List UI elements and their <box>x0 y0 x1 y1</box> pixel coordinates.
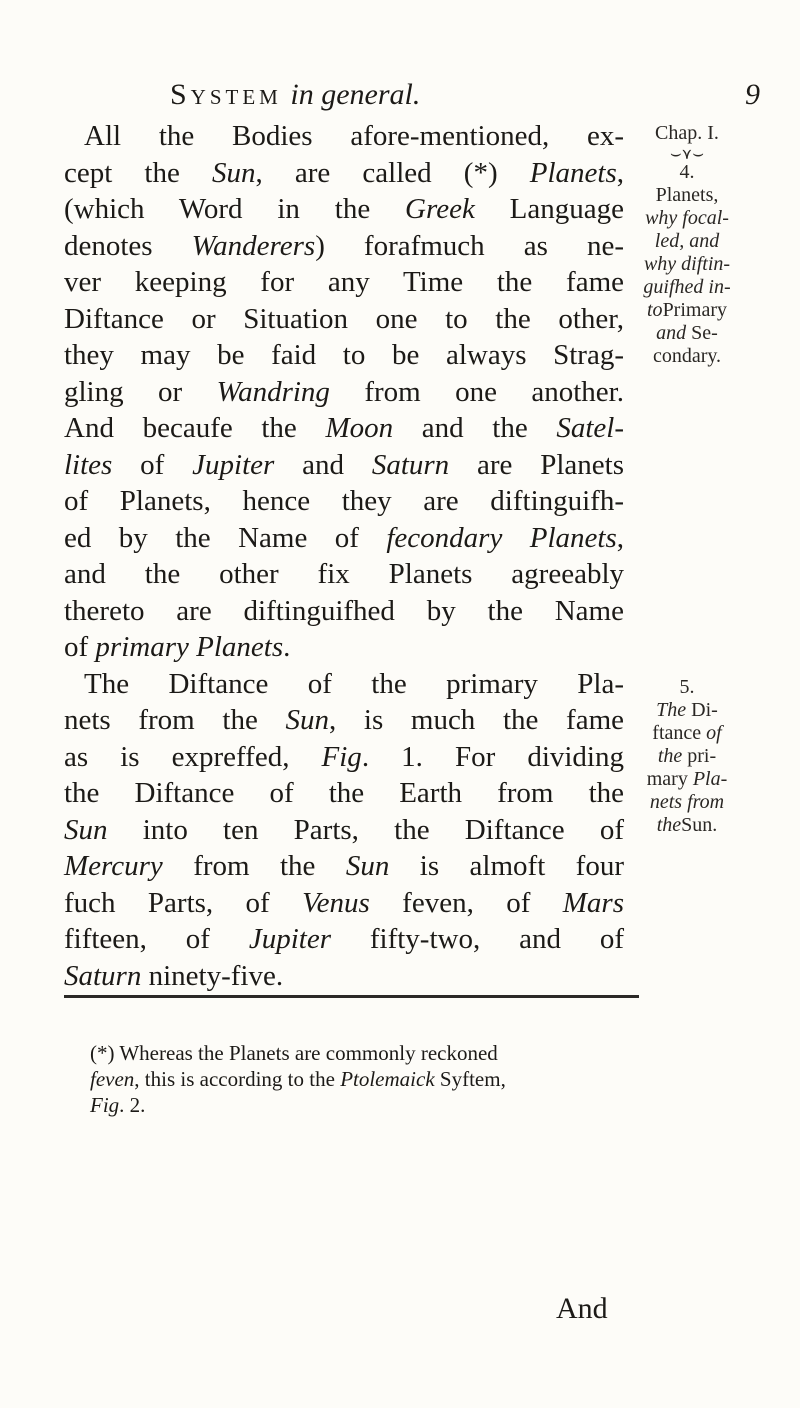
text-line <box>64 921 624 958</box>
margin-word: mary <box>646 768 688 790</box>
text-line <box>64 264 624 301</box>
text-line <box>64 702 624 739</box>
text-line <box>64 885 624 922</box>
text-line <box>64 374 624 411</box>
chapter-label: Chap. I. <box>655 122 719 144</box>
text-line <box>64 958 624 995</box>
margin-word: Di- <box>691 699 718 721</box>
text-span: , is much the fame <box>328 704 624 736</box>
text-line <box>64 775 624 812</box>
text-span: . 2. <box>119 1093 146 1117</box>
running-head <box>170 78 760 118</box>
italic-word: Saturn <box>64 959 142 992</box>
italic-word: Venus <box>302 886 370 919</box>
ornament-icon: ⌣⋎⌣ <box>669 143 705 163</box>
catchword: And <box>556 1292 608 1325</box>
margin-line: nets from <box>649 791 725 813</box>
margin-word: and <box>656 322 687 344</box>
italic-word: Jupiter <box>248 923 331 955</box>
text-span: (which Word in the <box>64 193 406 225</box>
margin-word: the <box>657 745 683 767</box>
italic-word: Wanderers <box>191 229 316 262</box>
text-line <box>64 556 624 593</box>
section-number: 4. <box>679 161 695 183</box>
margin-word: Se- <box>691 322 718 344</box>
text-span: of Planets, hence they are diftinguifh- <box>64 485 624 517</box>
italic-word: Sun <box>345 850 390 882</box>
text-span: cept the <box>64 156 212 189</box>
italic-word: fecondary Planets <box>386 521 617 554</box>
margin-word: of <box>706 722 722 744</box>
margin-word: Pla- <box>692 768 728 790</box>
margin-line: led, and <box>654 230 720 252</box>
italic-word: lites <box>64 448 113 481</box>
text-line <box>64 301 624 338</box>
text-line <box>64 118 624 155</box>
footnote-line <box>90 1066 650 1092</box>
text-span: , <box>616 156 624 189</box>
margin-line <box>632 722 742 745</box>
italic-word: Greek <box>405 193 475 225</box>
running-title <box>170 78 420 112</box>
text-span: and the other fix Planets agreeably <box>64 558 624 590</box>
text-span: from one another. <box>329 375 624 408</box>
text-line <box>64 666 624 703</box>
text-line <box>64 155 624 192</box>
margin-line: why focal- <box>645 207 729 229</box>
margin-line <box>632 814 742 837</box>
section-number: 5. <box>679 676 695 698</box>
text-span: fuch Parts, of <box>64 886 303 919</box>
text-span: feven, of <box>369 886 563 919</box>
text-span: , <box>616 521 625 554</box>
text-line <box>64 520 624 557</box>
text-line <box>64 739 624 776</box>
text-span: Syftem, <box>434 1067 506 1091</box>
text-span: and <box>274 448 372 481</box>
running-title-italic: in general. <box>290 78 421 111</box>
margin-line <box>632 699 742 722</box>
text-span: they may be faid to be always Strag- <box>64 339 624 371</box>
text-line <box>64 337 624 374</box>
italic-word: Jupiter <box>192 448 275 481</box>
margin-word: pri- <box>687 745 717 767</box>
main-text <box>64 118 624 994</box>
text-line <box>64 593 624 630</box>
margin-note-distance <box>632 676 742 837</box>
text-span: The Diftance of the primary Pla- <box>84 667 624 700</box>
italic-word: Sun <box>212 156 256 189</box>
text-line <box>64 629 624 666</box>
text-line <box>64 191 624 228</box>
margin-word: to <box>647 299 663 321</box>
italic-word: Planets <box>529 156 617 189</box>
text-span: All the Bodies afore-mentioned, ex- <box>84 120 624 152</box>
italic-word: Saturn <box>371 448 450 481</box>
margin-line: guifhed in- <box>643 276 731 298</box>
italic-word: Mercury <box>64 850 163 882</box>
text-line <box>64 812 624 849</box>
italic-word: Ptolemaick <box>340 1067 435 1091</box>
italic-word: Moon <box>325 412 394 444</box>
text-span: fifteen, of <box>64 923 249 955</box>
margin-line <box>632 768 742 791</box>
text-span: Diftance or Situation one to the other, <box>64 302 624 335</box>
text-span: from the <box>162 850 346 882</box>
text-span: ver keeping for any Time the fame <box>64 266 624 298</box>
italic-word: Sun <box>285 704 329 736</box>
text-span: and the <box>393 412 557 444</box>
footnote-line <box>90 1092 650 1118</box>
margin-line: why diftin- <box>643 253 731 275</box>
margin-note-planets <box>632 122 742 368</box>
text-span: are Planets <box>449 448 625 481</box>
text-span: ninety-five. <box>141 959 284 992</box>
text-span: gling or <box>64 375 217 408</box>
footnote <box>90 1040 650 1118</box>
italic-word: Fig <box>90 1093 120 1117</box>
margin-word: Sun. <box>681 814 718 836</box>
italic-word: primary Planets <box>95 631 284 663</box>
text-span: nets from the <box>64 704 286 736</box>
running-title-caps: System <box>170 78 282 111</box>
footnote-line <box>90 1040 650 1066</box>
margin-word: Primary <box>662 299 727 321</box>
text-span: into ten Parts, the Diftance of <box>107 813 624 846</box>
text-span: of <box>64 631 96 663</box>
margin-word: the <box>656 814 682 836</box>
italic-word: Fig <box>321 740 362 773</box>
margin-word: The <box>656 699 687 721</box>
text-span: . <box>283 631 291 663</box>
text-span: , this is according to the <box>134 1067 341 1091</box>
text-span: . 1. For dividing <box>361 740 624 773</box>
text-span: And becaufe the <box>64 412 326 444</box>
margin-line <box>632 299 742 322</box>
margin-line: Planets, <box>655 184 719 206</box>
text-span: , are called (*) <box>255 156 530 189</box>
italic-word: Mars <box>562 886 624 919</box>
text-span: denotes <box>64 229 192 262</box>
text-span: is almoft four <box>389 850 624 882</box>
text-span: the Diftance of the Earth from the <box>64 777 624 809</box>
page-number: 9 <box>745 78 760 111</box>
text-span: fifty-two, and of <box>331 923 624 955</box>
italic-word: Sun <box>64 813 108 846</box>
italic-word: Satel- <box>556 412 624 444</box>
text-line <box>64 483 624 520</box>
italic-word: feven <box>90 1067 135 1091</box>
text-span: (*) Whereas the Planets are commonly reckoned <box>90 1041 498 1065</box>
margin-word: ftance <box>652 722 702 744</box>
text-span: thereto are diftinguifhed by the Name <box>64 594 624 627</box>
text-line <box>64 447 624 484</box>
text-span: ) forafmuch as ne- <box>315 229 624 262</box>
text-span: of <box>112 448 193 481</box>
footnote-rule <box>64 995 639 998</box>
italic-word: Wandring <box>216 375 330 408</box>
margin-line <box>632 322 742 345</box>
text-span: Language <box>474 193 624 225</box>
margin-line: condary. <box>652 345 722 367</box>
margin-line <box>632 745 742 768</box>
text-line <box>64 848 624 885</box>
text-span: as is expreffed, <box>64 740 322 773</box>
text-span: ed by the Name of <box>64 521 387 554</box>
text-line <box>64 228 624 265</box>
text-line <box>64 410 624 447</box>
